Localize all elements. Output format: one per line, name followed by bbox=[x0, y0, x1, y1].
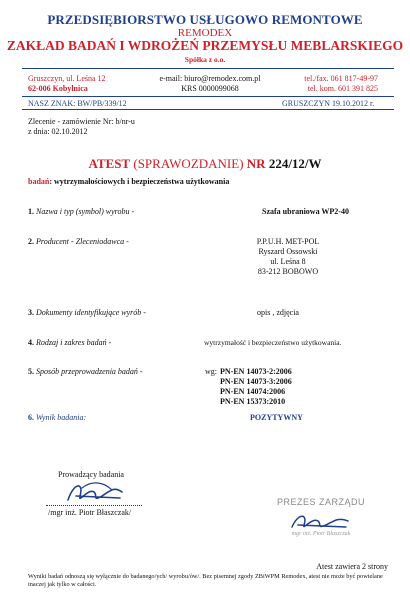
signature-line bbox=[46, 505, 142, 506]
order-date: z dnia: 02.10.2012 bbox=[28, 127, 88, 136]
subtitle-prefix: badań bbox=[28, 177, 50, 186]
item-2-value-line: ul. Leśna 8 bbox=[270, 257, 306, 266]
footer-disclaimer: Wyniki badań odnoszą się wyłącznie do badanego/ych/ wyrobu/ów/. Bez pisemnej zgody ZBiWPM Remodex, atest nie może być powielane inaczej jak tylko w całości. bbox=[28, 573, 383, 588]
item-6-value: POZYTYWNY bbox=[250, 413, 303, 422]
item-1-label: Nazwa i typ (symbol) wyrobu - bbox=[36, 207, 135, 216]
pages-note: Atest zawiera 2 strony bbox=[316, 562, 388, 571]
standard-line: PN-EN 15373:2010 bbox=[220, 397, 286, 406]
item-3-number: 3. bbox=[28, 308, 34, 317]
item-3-value: opis , zdjęcia bbox=[257, 308, 299, 317]
stamp-title: PREZES ZARZĄDU bbox=[276, 497, 365, 507]
krs-text: KRS 0000099068 bbox=[181, 84, 239, 93]
address-line-2: 62-006 Kobylnica bbox=[28, 84, 88, 93]
item-2-label: Producent - Zleceniodawca - bbox=[36, 237, 129, 246]
item-1-value: Szafa ubraniowa WP2-40 bbox=[262, 207, 349, 216]
header-divider bbox=[22, 68, 394, 69]
item-2-value-line: Ryszard Ossowski bbox=[258, 247, 318, 256]
item-5-value bbox=[220, 367, 292, 407]
item-1-number: 1. bbox=[28, 207, 34, 216]
standard-line: PN-EN 14073-3:2006 bbox=[220, 377, 292, 386]
stamp-name: mgr inż. Piotr Błaszczak bbox=[291, 531, 351, 537]
tester-signature-image bbox=[62, 478, 134, 508]
document-title bbox=[0, 156, 410, 172]
email-text: e-mail: biuro@remodex.com.pl bbox=[159, 74, 261, 83]
standard-line: PN-EN 14073-2:2006 bbox=[220, 367, 292, 376]
email-krs-block bbox=[150, 74, 270, 94]
president-stamp bbox=[262, 497, 380, 549]
item-3 bbox=[28, 308, 146, 318]
phone-block bbox=[292, 74, 378, 94]
address-block bbox=[28, 74, 106, 94]
item-6-label: Wynik badania: bbox=[36, 413, 87, 422]
item-4-value: wytrzymałość i bezpieczeństwo użytkowania. bbox=[204, 338, 342, 347]
reference-divider bbox=[22, 109, 394, 110]
title-nr: NR bbox=[246, 156, 266, 171]
document-subtitle bbox=[28, 177, 229, 186]
tel-fax: tel./fax. 061 817-49-97 bbox=[304, 74, 378, 83]
item-2-value-line: P.P.U.H. MET-POL bbox=[256, 237, 320, 246]
order-info bbox=[28, 117, 135, 137]
item-2-value-line: 83-212 BOBOWO bbox=[257, 267, 319, 276]
item-4 bbox=[28, 338, 111, 348]
company-brand: REMODEX bbox=[177, 27, 233, 39]
title-number: 224/12/W bbox=[268, 156, 322, 171]
tester-title: Prowadzący badania bbox=[58, 470, 124, 479]
title-atest: ATEST bbox=[88, 156, 131, 171]
reference-number: NASZ ZNAK: BW/PB/339/12 bbox=[28, 99, 127, 108]
contact-divider bbox=[22, 96, 394, 97]
item-5-prefix: wg: bbox=[205, 367, 217, 376]
president-signature-image bbox=[288, 509, 354, 533]
department-name: ZAKŁAD BADAŃ I WDROŻEŃ PRZEMYSŁU MEBLARSKIEGO bbox=[6, 38, 404, 53]
item-5-number: 5. bbox=[28, 367, 34, 376]
standard-line: PN-EN 14074:2006 bbox=[220, 387, 286, 396]
order-number: Zlecenie - zamówienie Nr: b/nr-u bbox=[28, 117, 135, 126]
item-5 bbox=[28, 367, 143, 377]
subtitle-text: : wytrzymałościowych i bezpieczeństwa użytkowania bbox=[49, 177, 230, 186]
item-3-label: Dokumenty identyfikujące wyrób - bbox=[36, 308, 146, 317]
title-paren: (SPRAWOZDANIE) bbox=[133, 156, 244, 171]
item-4-label: Rodzaj i zakres badań - bbox=[36, 338, 112, 347]
company-form: Spółka z o.o. bbox=[184, 55, 226, 64]
item-2 bbox=[28, 237, 129, 247]
item-6-number: 6. bbox=[28, 413, 34, 422]
item-2-value bbox=[232, 237, 344, 277]
item-2-number: 2. bbox=[28, 237, 34, 246]
tel-kom: tel. kom. 601 391 825 bbox=[307, 84, 378, 93]
item-5-label: Sposób przeprowadzenia badań - bbox=[36, 367, 143, 376]
place-date: GRUSZCZYN 19.10.2012 r. bbox=[282, 99, 375, 108]
address-line-1: Gruszczyn, ul. Leśna 12 bbox=[28, 74, 106, 83]
item-1 bbox=[28, 207, 134, 217]
tester-name: /mgr inż. Piotr Błaszczak/ bbox=[48, 508, 132, 517]
item-6 bbox=[28, 413, 86, 423]
item-4-number: 4. bbox=[28, 338, 34, 347]
company-name: PRZEDSIĘBIORSTWO USŁUGOWO REMONTOWE bbox=[47, 12, 363, 27]
